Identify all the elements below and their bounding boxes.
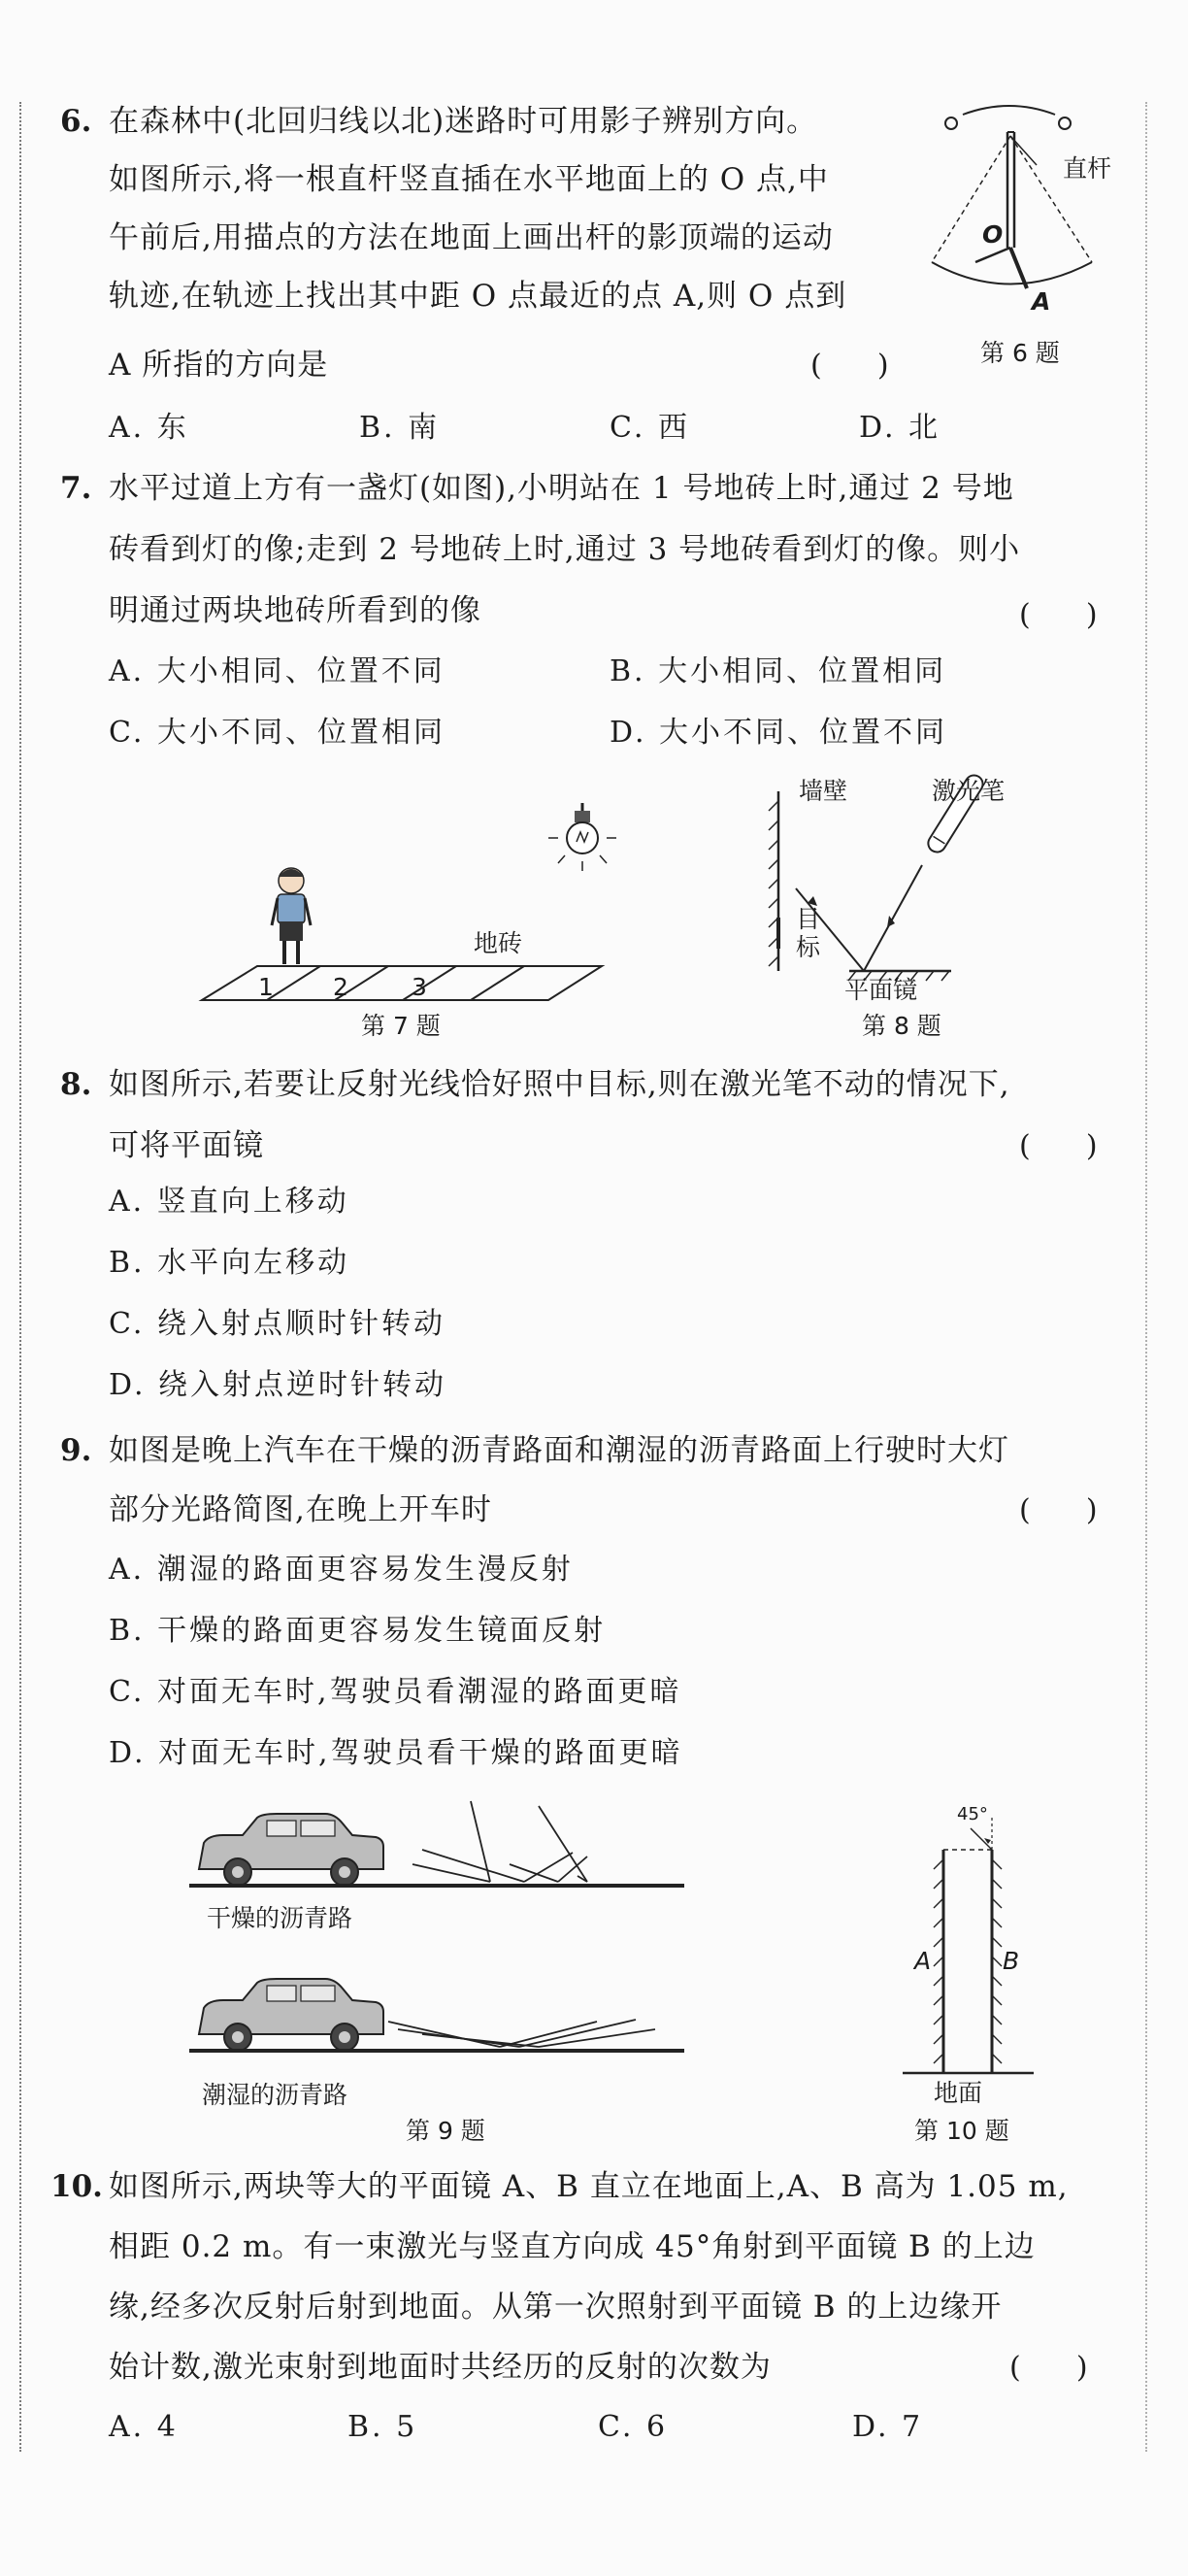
question-text-line: 如图是晚上汽车在干燥的沥青路面和潮湿的沥青路面上行驶时大灯 [109, 1433, 1009, 1468]
question-text-line: 砖看到灯的像;走到 2 号地砖上时,通过 3 号地砖看到灯的像。则小 [109, 532, 1021, 567]
option-a: A. 竖直向上移动 [109, 1185, 349, 1219]
option-c: C. 6 [598, 2410, 669, 2444]
figure-label-laser: 激光笔 [932, 777, 1006, 805]
question-text-line: A 所指的方向是 [109, 348, 329, 383]
figure-label-mirror-a: A [914, 1947, 932, 1975]
question-text-line: 明通过两块地砖所看到的像 [109, 593, 481, 628]
figure-caption: 第 10 题 [914, 2117, 1009, 2145]
figure-label-target: 标 [796, 933, 821, 961]
answer-bracket: ( ) [1009, 2351, 1088, 2385]
binding-dotted-line [19, 102, 21, 2452]
figure-9-road-diagram [189, 1796, 694, 2078]
figure-label-dry-road: 干燥的沥青路 [207, 1904, 353, 1932]
figure-caption: 第 9 题 [406, 2117, 485, 2145]
question-text-line: 午前后,用描点的方法在地面上画出杆的影顶端的运动 [109, 220, 834, 255]
figure-label-wet-road: 潮湿的沥青路 [202, 2081, 348, 2109]
option-d: D. 绕入射点逆时针转动 [109, 1368, 447, 1402]
figure-label-wall: 墙壁 [799, 777, 848, 805]
option-c: C. 大小不同、位置相同 [109, 716, 446, 750]
option-a: A. 东 [109, 411, 189, 445]
figure-label-ground: 地面 [934, 2079, 983, 2107]
figure-label-mirror-b: B [1003, 1947, 1020, 1975]
figure-label-pole: 直杆 [1063, 154, 1112, 183]
figure-label-angle: 45° [957, 1804, 988, 1824]
question-text-line: 如图所示,两块等大的平面镜 A、B 直立在地面上,A、B 高为 1.05 m, [109, 2169, 1069, 2204]
question-number: 6. [60, 104, 92, 139]
question-text-line: 始计数,激光束射到地面时共经历的反射的次数为 [109, 2350, 772, 2385]
answer-bracket: ( ) [1019, 598, 1098, 632]
question-text-line: 相距 0.2 m。有一束激光与竖直方向成 45°角射到平面镜 B 的上边 [109, 2229, 1036, 2264]
question-number: 10. [50, 2169, 103, 2204]
question-text-line: 缘,经多次反射后射到地面。从第一次照射到平面镜 B 的上边缘开 [109, 2290, 1003, 2325]
lamp-icon [548, 803, 616, 871]
option-a: A. 4 [109, 2410, 179, 2444]
answer-bracket: ( ) [1019, 1129, 1098, 1163]
figure-caption: 第 6 题 [980, 339, 1060, 367]
question-text-line: 在森林中(北回归线以北)迷路时可用影子辨别方向。 [109, 104, 818, 139]
option-b: B. 大小相同、位置相同 [610, 654, 947, 688]
answer-bracket: ( ) [810, 349, 889, 383]
car-icon [199, 1979, 383, 2051]
question-text-line: 部分光路简图,在晚上开车时 [109, 1492, 492, 1527]
right-dotted-line [1145, 102, 1147, 2452]
question-text-line: 如图所示,若要让反射光线恰好照中目标,则在激光笔不动的情况下, [109, 1067, 1010, 1102]
option-b: B. 南 [359, 411, 441, 445]
option-d: D. 对面无车时,驾驶员看干燥的路面更暗 [109, 1736, 683, 1770]
figure-label-tile: 地砖 [474, 929, 523, 957]
option-c: C. 对面无车时,驾驶员看潮湿的路面更暗 [109, 1675, 682, 1709]
car-icon [199, 1814, 383, 1886]
option-c: C. 西 [610, 411, 690, 445]
question-text-line: 轨迹,在轨迹上找出其中距 O 点最近的点 A,则 O 点到 [109, 279, 847, 314]
question-number: 7. [60, 471, 92, 506]
answer-bracket: ( ) [1019, 1493, 1098, 1527]
figure-label-tile-3: 3 [412, 973, 427, 1001]
option-d: D. 7 [852, 2410, 924, 2444]
question-text-line: 如图所示,将一根直杆竖直插在水平地面上的 O 点,中 [109, 162, 829, 197]
figure-label-tile-1: 1 [258, 973, 274, 1001]
question-text-line: 可将平面镜 [109, 1128, 264, 1163]
question-number: 8. [60, 1067, 92, 1102]
option-d: D. 大小不同、位置不同 [610, 716, 948, 750]
option-b: B. 干燥的路面更容易发生镜面反射 [109, 1614, 607, 1648]
figure-caption: 第 7 题 [361, 1012, 441, 1040]
option-b: B. 水平向左移动 [109, 1246, 350, 1280]
figure-6-shadow-diagram [922, 97, 1106, 330]
figure-label-tile-2: 2 [333, 973, 348, 1001]
option-d: D. 北 [859, 411, 941, 445]
option-a: A. 大小相同、位置不同 [109, 654, 446, 688]
question-text-line: 水平过道上方有一盏灯(如图),小明站在 1 号地砖上时,通过 2 号地 [109, 471, 1014, 506]
figure-label-target: 目 [796, 905, 821, 933]
option-b: B. 5 [347, 2410, 418, 2444]
option-a: A. 潮湿的路面更容易发生漫反射 [109, 1553, 574, 1587]
boy-icon [272, 868, 311, 964]
figure-label-a: A [1032, 287, 1051, 316]
option-c: C. 绕入射点顺时针转动 [109, 1307, 446, 1341]
figure-label-o: O [982, 220, 1004, 249]
question-number: 9. [60, 1433, 92, 1468]
figure-label-mirror: 平面镜 [844, 976, 918, 1004]
figure-caption: 第 8 题 [862, 1012, 941, 1040]
